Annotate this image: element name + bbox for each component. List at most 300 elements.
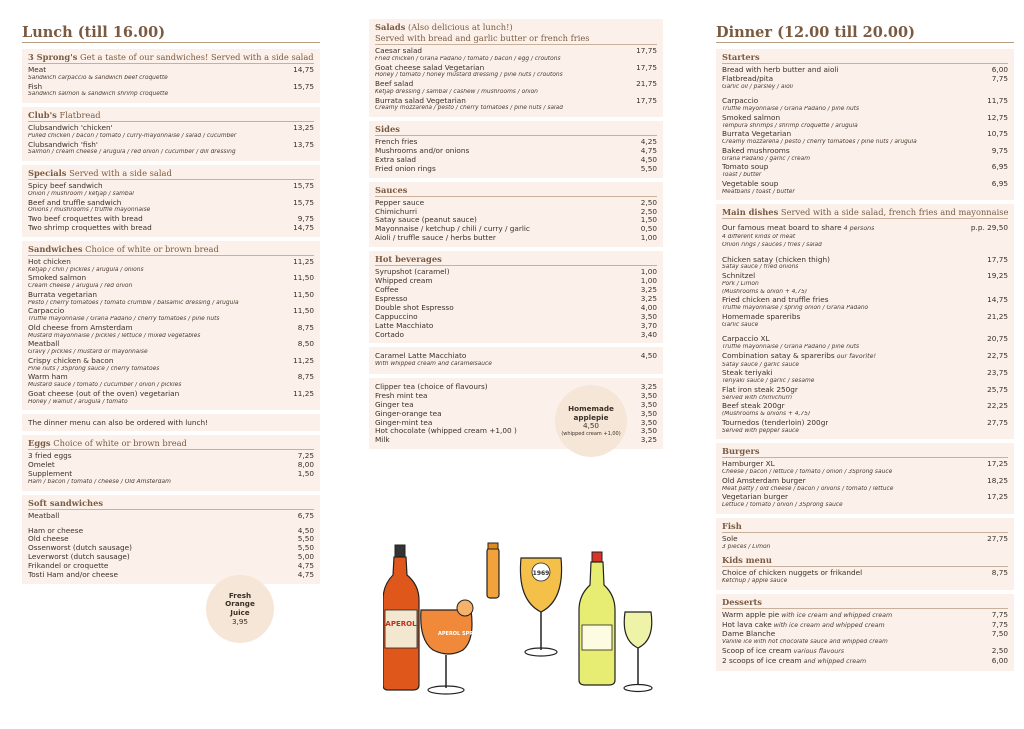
juice-line-3: Juice [230, 608, 250, 617]
menu-item [722, 419, 1008, 428]
item-description: 3 pieces / Limón [722, 543, 771, 550]
menu-item [722, 352, 1008, 362]
section-heading [28, 110, 314, 122]
item-price: 12,75 [987, 112, 1008, 122]
item-description: Teriyaki sauce / garlic / sesame [722, 378, 815, 384]
menu-item [722, 97, 1008, 106]
menu-item [375, 295, 657, 304]
limoncello-bottle [579, 552, 615, 685]
menu-item [722, 493, 1008, 502]
item-name: Carpaccio XL [722, 335, 770, 344]
section-heading [722, 597, 1008, 609]
item-description: Meat patty / old cheese / bacon / onions / tomato / lettuce [722, 485, 894, 492]
menu-item [375, 199, 657, 208]
item-price: 1,00 [640, 233, 657, 243]
section-title: Sauces [375, 184, 408, 195]
section-title: Fish [722, 520, 742, 531]
item-name: Clubsandwich 'chicken' [28, 124, 113, 132]
menu-item [722, 272, 1008, 281]
item-name: Flat iron steak 250gr [722, 385, 798, 394]
item-name: Two shrimp croquettes with bread [28, 223, 152, 232]
lunch-section [22, 241, 320, 411]
juice-line-2: Orange [225, 599, 255, 609]
applepie-line-1: Homemade [568, 404, 614, 414]
lemonade-glass [520, 558, 561, 656]
item-price: 11,50 [293, 306, 314, 316]
item-name: Fried onion rings [375, 164, 436, 173]
item-name: Ossenworst (dutch sausage) [28, 544, 132, 553]
item-description: Pulled chicken / bacon / tomato / curry-mayonnaise / salad / cucumber [28, 132, 237, 139]
menu-item [375, 165, 657, 174]
item-description: Satay sauce / fried onions [722, 264, 799, 271]
applepie-price: 4,50 [582, 421, 599, 431]
desserts-section [716, 594, 1014, 671]
menu-item [28, 390, 314, 399]
item-name: Dame Blanche [722, 630, 776, 639]
item-name: Carpaccio [28, 307, 65, 316]
glass-label: APEROL SPRITZ [438, 631, 482, 637]
item-price: 3,50 [640, 426, 657, 436]
item-price: 2,50 [640, 206, 657, 216]
section-title: Sandwiches [28, 243, 83, 254]
burgers-section [716, 443, 1014, 514]
section-subtitle: Get a taste of our sandwiches! Served with a side salad [77, 52, 314, 62]
sides-section [369, 121, 663, 178]
menu-item [28, 215, 314, 224]
item-price: 19,25 [987, 271, 1008, 280]
section-title: Desserts [722, 596, 762, 607]
item-price: 18,25 [987, 475, 1008, 485]
lunch-column [22, 24, 320, 588]
item-price: 3,40 [640, 329, 657, 339]
menu-item [722, 460, 1008, 469]
menu-item [722, 313, 1008, 322]
item-name: Tosti Ham and/or cheese [28, 571, 118, 580]
item-description: Sandwich carpaccio & sandwich beef croquette [28, 74, 168, 81]
item-name: Leverworst (dutch sausage) [28, 553, 130, 562]
menu-item [28, 527, 314, 536]
item-name: Crispy chicken & bacon [28, 356, 114, 365]
item-price: 22,75 [987, 350, 1008, 360]
menu-item [28, 470, 314, 479]
item-description: Truffle mayonnaise / Grana Padano / pine nuts [722, 106, 860, 113]
item-name: 2 scoops of ice cream and whipped cream [722, 656, 867, 665]
item-description: Meatballs / toast / butter [722, 188, 795, 195]
item-name: Smoked salmon [28, 274, 87, 283]
lunch-sections [22, 49, 320, 410]
item-name: Fried chicken and truffle fries [722, 296, 829, 305]
item-description: Truffle mayonnaise / spring onion / Grana Padano [722, 305, 869, 311]
wine-glass [624, 612, 652, 692]
caramel-section: Caramel Latte Macchiato 4,50 With whipped cream and caramelsauce [369, 347, 663, 374]
item-price: 4,75 [640, 145, 657, 155]
item-name: Tournedos (tenderloin) 200gr [722, 418, 829, 427]
item-price: 7,75 [991, 609, 1008, 619]
menu-item [28, 324, 314, 333]
menu-item [722, 163, 1008, 172]
item-name: Ginger tea [375, 400, 414, 409]
item-name: Burrata vegetarian [28, 290, 98, 299]
item-price: 3,50 [640, 399, 657, 409]
item-price: 4,75 [297, 561, 314, 571]
item-price: 6,75 [297, 510, 314, 520]
item-name: Goat cheese salad Vegetarian [375, 63, 485, 72]
item-price: 8,00 [297, 460, 314, 470]
item-name: Spicy beef sandwich [28, 182, 103, 190]
menu-item [28, 340, 314, 349]
menu-item [375, 64, 657, 73]
item-price: 11,50 [293, 273, 314, 283]
section-heading [722, 446, 1008, 458]
item-name: Espresso [375, 294, 408, 303]
item-price: 1,00 [640, 276, 657, 286]
item-name: Tomato soup [722, 163, 769, 172]
item-price: 6,95 [991, 178, 1008, 188]
bottle-label: APEROL [385, 620, 417, 628]
item-description: Creamy mozzarella / pesto / cherry tomatoes / pine nuts / arugula [722, 139, 917, 146]
section-title: Club's [28, 110, 57, 120]
menu-item [28, 535, 314, 544]
menu-item: Caramel Latte Macchiato 4,50 [375, 351, 657, 361]
item-name: Old cheese [28, 535, 69, 544]
item-name: Combination satay & spareribs our favorite! [722, 351, 876, 360]
item-price: 15,75 [293, 181, 314, 190]
menu-item [722, 180, 1008, 189]
item-price: 9,75 [991, 145, 1008, 155]
main-dishes-section: Main dishes Served with a side salad, french fries and mayonnaise Our famous meat board to share 4 persons p.p. 29,50 4 different kinds of meat Onion rings / sauces / fries / salad Chicken satay (chicken thigh) 17,75 Satay sauce / fried onions Schnitzel 19,25 Pork / Limón (Mushrooms & onion + 4,75) Fried chicken and truffle fries 14,75 Truffle mayonnaise / spring onion / Grana Padano Homemade spareribs 21,25 Garlic sauce Carpaccio XL 20,75 Truffle mayonnaise / Grana Padano / pine nuts Combination satay & spareribs our favorite! 22,75 Satay sauce / garlic sauce Steak teriyaki 23,75 Teriyaki sauce / garlic / sesame Flat iron steak 250gr 25,75 Served with chimichurri Beef steak 200gr 22,25 (Mushrooms & onions + 4,75) Tournedos (tenderloin) 200gr 27,75 Served with pepper sauce [716, 204, 1014, 439]
item-price: 20,75 [987, 334, 1008, 344]
menu-item [722, 130, 1008, 139]
item-name: Meatball [28, 511, 60, 520]
item-description: Toast / butter [722, 172, 762, 179]
hot-beverages-section [369, 251, 663, 343]
item-description: Salmon / cream cheese / arugula / red onion / cucumber / dill dressing [28, 149, 236, 156]
menu-item [722, 256, 1008, 265]
menu-item [28, 83, 314, 92]
item-name: Ginger-mint tea [375, 418, 433, 427]
item-price: 3,25 [640, 381, 657, 391]
item-description: Truffle mayonnaise / Grana Padano / pine nuts [722, 344, 860, 350]
section-title: Hot beverages [375, 254, 442, 265]
section-heading [375, 254, 657, 266]
item-description: Pesto / cherry tomatoes / tomato crumble / balsamic dressing / arugula [28, 299, 239, 306]
item-description: Ketjap dressing / sambal / cashew / mushrooms / onion [375, 88, 538, 95]
applepie-line-2: applepie [573, 412, 609, 422]
item-price: 7,75 [991, 73, 1008, 83]
menu-item [375, 286, 657, 295]
item-price: 13,25 [293, 123, 314, 132]
item-name: Warm ham [28, 373, 68, 382]
section-heading: Soft sandwiches [28, 498, 314, 510]
item-description: Tempura shrimps / shrimp croquette / arugula [722, 122, 858, 129]
menu-item [375, 268, 657, 277]
item-description: Ham / bacon / tomato / cheese / Old Amsterdam [28, 479, 171, 486]
item-price: 7,50 [991, 629, 1008, 639]
menu-item [722, 147, 1008, 156]
menu-item [28, 124, 314, 133]
item-price: 1,50 [640, 215, 657, 225]
item-name: Frikandel or croquette [28, 562, 109, 571]
item-price: 17,75 [636, 46, 657, 55]
item-price: 3,50 [640, 311, 657, 321]
item-description: Creamy mozzarella / pesto / cherry tomatoes / pine nuts / salad [375, 105, 563, 112]
item-name: Pepper sauce [375, 198, 425, 207]
item-price: 15,75 [293, 197, 314, 207]
item-price: 0,50 [640, 224, 657, 234]
section-title: Eggs [28, 438, 51, 449]
item-name: Baked mushrooms [722, 146, 790, 155]
item-price: 27,75 [987, 533, 1008, 543]
spritz-glass [421, 600, 483, 694]
item-description: Honey / walnut / arugula / tomato [28, 398, 128, 405]
menu-item [722, 630, 1008, 639]
menu-item [375, 138, 657, 147]
item-description: Gravy / pickles / mustard or mayonnaise [28, 349, 148, 356]
menu-item [375, 313, 657, 322]
item-description: Lettuce / tomato / onion / 3Sprong sauce [722, 502, 843, 508]
section-heading [722, 521, 1008, 533]
item-price: 22,25 [987, 401, 1008, 411]
item-price: 25,75 [987, 384, 1008, 394]
menu-item [722, 335, 1008, 344]
item-price: 3,50 [640, 408, 657, 418]
menu-item [375, 331, 657, 340]
menu-item [375, 234, 657, 243]
menu-item [722, 386, 1008, 395]
section-heading [28, 52, 314, 64]
item-name: Beef and truffle sandwich [28, 198, 122, 207]
menu-item [28, 258, 314, 267]
item-name: French fries [375, 138, 418, 146]
item-price: 14,75 [293, 222, 314, 232]
menu-item [722, 611, 1008, 621]
item-name: Hot lava cake with ice cream and whipped cream [722, 620, 885, 629]
menu-item [722, 75, 1008, 84]
item-price: 3,70 [640, 320, 657, 330]
item-name: Smoked salmon [722, 113, 781, 122]
menu-item [722, 657, 1008, 667]
item-name: Latte Macchiato [375, 321, 434, 330]
eggs-section [22, 435, 320, 490]
item-name: Bread with herb butter and aioli [722, 66, 839, 74]
item-price: 3,50 [640, 417, 657, 427]
item-description: Cream cheese / arugula / red onion [28, 283, 133, 290]
item-name: Fresh mint tea [375, 391, 428, 400]
menu-item [722, 369, 1008, 378]
menu-item [375, 225, 657, 234]
item-name: Old Amsterdam burger [722, 476, 806, 485]
menu-item [722, 647, 1008, 657]
item-description: Satay sauce / garlic sauce [722, 361, 800, 368]
menu-item [722, 66, 1008, 75]
section-heading [722, 555, 1008, 567]
item-name: Meatball [28, 340, 60, 349]
menu-item [28, 544, 314, 553]
menu-item [28, 562, 314, 571]
item-name: Sole [722, 534, 738, 543]
item-description: Honey / tomato / honey mustard dressing / pine nuts / croutons [375, 72, 563, 79]
item-name: Vegetable soup [722, 179, 779, 188]
item-price: 6,00 [991, 65, 1008, 74]
section-heading [722, 52, 1008, 64]
item-price: 1,50 [297, 469, 314, 479]
dinner-title: Dinner (12.00 till 20.00) [716, 24, 1014, 43]
item-name: Chimichurri [375, 207, 418, 216]
sauces-section [369, 182, 663, 248]
starters-section [716, 49, 1014, 200]
soft-items [28, 527, 314, 580]
menu-item [375, 304, 657, 313]
salads-section [369, 19, 663, 117]
item-price: 2,50 [640, 197, 657, 207]
item-description: Cheese / bacon / lettuce / tomato / onion / 3Sprong sauce [722, 469, 893, 475]
menu-item [28, 307, 314, 316]
item-name: Clubsandwich 'fish' [28, 140, 98, 149]
item-name: Schnitzel [722, 272, 756, 280]
section-heading [375, 185, 657, 197]
item-description: Garlic sauce [722, 321, 759, 328]
item-price: 3,50 [640, 390, 657, 400]
item-name: Chicken satay (chicken thigh) [722, 255, 830, 264]
menu-item [722, 296, 1008, 305]
item-price: 17,25 [987, 459, 1008, 469]
menu-item [375, 80, 657, 89]
item-price: 4,50 [297, 525, 314, 535]
item-name: Choice of chicken nuggets or frikandel [722, 569, 863, 578]
salads-subheading: Served with bread and garlic butter or french fries [375, 33, 657, 45]
item-price: 21,25 [987, 311, 1008, 321]
item-description: Mustard mayonnaise / pickles / lettuce / mixed vegetables [28, 332, 201, 339]
item-price: 14,75 [987, 295, 1008, 305]
menu-item [28, 199, 314, 208]
lunch-section [22, 165, 320, 237]
item-name: Mushrooms and/or onions [375, 146, 470, 155]
item-price: 8,75 [297, 322, 314, 332]
item-name: Hot chocolate (whipped cream +1,00 ) [375, 427, 517, 436]
item-name: Ham or cheese [28, 526, 84, 535]
item-price: 6,00 [991, 655, 1008, 665]
item-price: 10,75 [987, 129, 1008, 139]
menu-item [375, 216, 657, 225]
item-description: Onions / mushrooms / truffle mayonnaise [28, 207, 151, 214]
item-price: 17,75 [987, 254, 1008, 264]
menu-item [375, 383, 657, 392]
item-price: 4,00 [640, 302, 657, 312]
menu-item [28, 461, 314, 470]
item-description: Served with pepper sauce [722, 427, 799, 434]
item-price: 3,25 [640, 435, 657, 445]
item-description: Sandwich salmon & sandwich shrimp croquette [28, 91, 169, 98]
item-name: Satay sauce (peanut sauce) [375, 216, 477, 225]
item-price: 5,50 [297, 543, 314, 553]
orange-bottle [487, 543, 499, 598]
item-name: 3 fried eggs [28, 452, 72, 461]
menu-item [375, 277, 657, 286]
item-description: Served with chimichurri [722, 394, 793, 401]
item-name: Syrupshot (caramel) [375, 268, 450, 277]
item-name: Fish [28, 82, 43, 91]
middle-column [369, 19, 663, 453]
item-price: 15,75 [293, 81, 314, 91]
section-subtitle: Flatbread [56, 110, 101, 120]
menu-item [375, 47, 657, 56]
item-description: Grana Padano / garlic / cream [722, 155, 811, 162]
section-title: Burgers [722, 446, 760, 457]
item-name: Flatbread/pita [722, 74, 774, 83]
soft-sandwiches-section [22, 495, 320, 584]
juice-badge [206, 575, 274, 643]
item-price: 14,75 [293, 65, 314, 74]
menu-item: Our famous meat board to share 4 persons p.p. 29,50 [722, 223, 1008, 233]
item-price: 11,25 [293, 355, 314, 365]
lunch-title: Lunch (till 16.00) [22, 24, 320, 43]
dinner-column [716, 24, 1014, 675]
item-name: Omelet [28, 461, 55, 470]
item-name: Hamburger XL [722, 460, 775, 469]
item-price: 21,75 [636, 79, 657, 88]
juice-line-1: Fresh [228, 590, 252, 600]
menu-item [722, 402, 1008, 411]
salads-heading: Salads (Also delicious at lunch!) [375, 22, 513, 32]
menu-item [375, 322, 657, 331]
menu-item [375, 147, 657, 156]
item-price: 8,75 [297, 372, 314, 382]
item-name: Steak teriyaki [722, 369, 773, 378]
item-price: 7,25 [297, 451, 314, 461]
item-description: Vanille ice with hot chocolate sauce and whipped cream [722, 639, 888, 646]
fish-section [716, 518, 1014, 553]
item-name: Supplement [28, 470, 73, 479]
menu-item [28, 141, 314, 150]
section-subtitle: Choice of white or brown bread [82, 243, 219, 254]
juice-price: 3,95 [231, 616, 248, 626]
item-description: Mustard sauce / tomato / cucumber / onion / pickles [28, 382, 182, 389]
item-price: 4,25 [640, 137, 657, 146]
item-name: Mayonnaise / ketchup / chili / curry / garlic [375, 225, 530, 234]
item-name: Whipped cream [375, 277, 433, 286]
item-name: Ginger-orange tea [375, 409, 442, 418]
section-heading [28, 438, 314, 450]
item-name: Scoop of ice cream various flavours [722, 646, 845, 655]
menu-item [722, 569, 1008, 578]
item-price: 11,50 [293, 289, 314, 299]
item-price: 5,00 [297, 552, 314, 562]
item-name: Extra salad [375, 155, 416, 164]
menu-item [722, 477, 1008, 486]
item-price: 27,75 [987, 417, 1008, 427]
section-title: Kids menu [722, 555, 772, 566]
drinks-illustration [383, 540, 673, 700]
menu-item [722, 114, 1008, 123]
item-price: 11,25 [293, 256, 314, 266]
section-title: Sides [375, 124, 400, 134]
section-title: Specials [28, 168, 67, 178]
badge-label: 1969 [532, 570, 550, 577]
item-price: 4,50 [640, 154, 657, 164]
item-price: 11,25 [293, 388, 314, 398]
menu-item [28, 512, 314, 521]
item-name: Meat [28, 66, 47, 74]
section-heading [28, 168, 314, 180]
item-description: Garlic oil / parsley / aioli [722, 83, 794, 90]
item-price: 11,75 [987, 96, 1008, 106]
menu-item [28, 224, 314, 233]
aperol-bottle [383, 545, 419, 690]
item-name: Vegetarian burger [722, 493, 789, 502]
section-subtitle: Choice of white or brown bread [50, 438, 187, 449]
item-description: Fried chicken / Grana Padano / tomato / bacon / egg / croutons [375, 55, 561, 62]
menu-item [28, 553, 314, 562]
